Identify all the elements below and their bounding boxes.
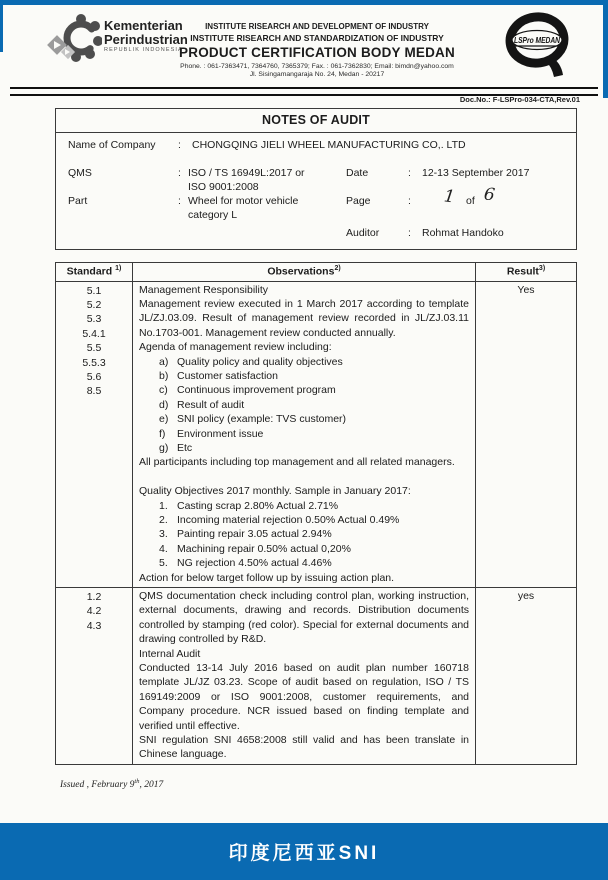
- audit-info-box: [55, 108, 577, 250]
- list-marker: 5.: [159, 557, 168, 570]
- colon: :: [178, 139, 181, 151]
- page-label: Page: [346, 195, 371, 207]
- lspro-logo-text: LSPro MEDAN: [514, 35, 561, 45]
- standard-number: 5.4.1: [82, 327, 106, 340]
- standard-number: 5.5.3: [82, 356, 106, 369]
- list-item-text: Casting scrap 2.80% Actual 2.71%: [177, 499, 339, 512]
- standard-number: 5.3: [86, 313, 102, 326]
- observation-text: All participants including top management and all related managers.: [139, 456, 455, 469]
- list-item: [139, 369, 469, 383]
- blue-top-border: [0, 0, 608, 5]
- standard-number: 5.6: [86, 370, 102, 383]
- date-label: Date: [346, 167, 369, 179]
- list-item: [139, 513, 469, 527]
- standard-number: 4.2: [86, 605, 102, 618]
- list-marker: e): [159, 413, 169, 426]
- observation-text: Agenda of management review including:: [139, 341, 332, 354]
- observations-cell: [133, 282, 476, 588]
- lspro-medan-logo-icon: [504, 10, 570, 85]
- colon: :: [408, 167, 411, 179]
- issued-date-line: [60, 778, 163, 790]
- issued-prefix: Issued , February 9: [60, 780, 135, 791]
- page-total-handwritten: 6: [482, 184, 497, 206]
- list-marker: c): [159, 384, 168, 397]
- blank-line: [139, 470, 469, 484]
- table-header-row: [56, 263, 576, 282]
- caption-text: 印度尼西亚SNI: [228, 843, 380, 864]
- qms-value-line2: ISO 9001:2008: [188, 181, 259, 193]
- org-line3: PRODUCT CERTIFICATION BODY MEDAN: [179, 45, 455, 60]
- list-marker: g): [159, 441, 169, 454]
- list-item-text: Result of audit: [177, 398, 245, 411]
- list-item-text: NG rejection 4.50% actual 4.46%: [177, 557, 332, 570]
- list-item: [139, 556, 469, 570]
- list-marker: 2.: [159, 513, 168, 526]
- observation-text: Management review executed in 1 March 2017 according to template JL/ZJ.03.09. Result of management review recorded in JL/ZJ.03.11 No.1703-001. Management review conducted annually.: [139, 297, 469, 339]
- org-line1: INSTITUTE RISEARCH AND DEVELOPMENT OF INDUSTRY: [205, 22, 429, 31]
- standard-number: 5.2: [86, 298, 102, 311]
- colon: :: [408, 195, 411, 207]
- list-item-text: SNI policy (example: TVS customer): [177, 413, 347, 426]
- observations-table: [55, 262, 577, 765]
- blue-left-sliver: [0, 0, 3, 52]
- part-value-line2: category L: [188, 209, 238, 221]
- list-item: [139, 542, 469, 556]
- observation-text: Action for below target follow up by issuing action plan.: [139, 571, 395, 584]
- list-item-text: Painting repair 3.05 actual 2.94%: [177, 528, 332, 541]
- org-line2: INSTITUTE RISEARCH AND STANDARDIZATION OF INDUSTRY: [190, 33, 444, 43]
- list-marker: a): [159, 355, 169, 368]
- list-item: [139, 412, 469, 426]
- issued-suffix: , 2017: [139, 780, 164, 791]
- auditor-value: Rohmat Handoko: [422, 227, 504, 239]
- list-item-text: Continuous improvement program: [177, 384, 336, 397]
- column-header-result: Result$^{3)}$: [506, 265, 546, 278]
- page-of: of: [466, 195, 475, 207]
- qms-value-line1: ISO / TS 16949L:2017 or: [188, 167, 305, 179]
- standard-number: 4.3: [86, 619, 102, 632]
- table-row: [56, 282, 576, 589]
- ministry-line3: REPUBLIK INDONESIA: [104, 47, 183, 54]
- list-marker: 4.: [159, 542, 168, 555]
- list-item: [139, 499, 469, 513]
- colon: :: [178, 167, 181, 179]
- company-label: Name of Company: [68, 139, 156, 151]
- list-marker: f): [159, 427, 166, 440]
- ministry-line2: Perindustrian: [104, 31, 188, 47]
- company-value: CHONGQING JIELI WHEEL MANUFACTURING CO,. LTD: [192, 139, 466, 151]
- part-label: Part: [68, 195, 88, 207]
- ministry-gear-logo-icon: [46, 14, 102, 69]
- auditor-label: Auditor: [346, 227, 380, 239]
- observation-text: Conducted 13-14 July 2016 based on audit plan number 160718 template JL/JZ 03.23. Scope of audit based on regulation, ISO / TS 169149:2009 or ISO 9001:2008, customer requirements, and Company procedure. NCR issued based on finding template and verified until effective.: [139, 662, 469, 732]
- part-value-line1: Wheel for motor vehicle: [188, 195, 299, 207]
- observation-text: Internal Audit: [139, 647, 201, 660]
- observation-text: SNI regulation SNI 4658:2008 still valid and has been translate in Chinese language.: [139, 734, 469, 761]
- list-item-text: Incoming material rejection 0.50% Actual 0.49%: [177, 513, 400, 526]
- blue-right-sliver: [603, 0, 608, 98]
- observations-cell: [133, 588, 476, 764]
- colon: :: [178, 195, 181, 207]
- letterhead: [158, 22, 476, 78]
- observation-text: Management Responsibility: [139, 283, 268, 296]
- date-value: 12-13 September 2017: [422, 167, 530, 179]
- list-marker: 1.: [159, 499, 168, 512]
- column-header-observations: Observations$^{2)}$: [133, 263, 476, 281]
- qms-label: QMS: [68, 167, 92, 179]
- list-item-text: Quality policy and quality objectives: [177, 355, 343, 368]
- result-value: yes: [517, 590, 535, 603]
- standard-number: 8.5: [86, 385, 102, 398]
- observation-text: QMS documentation check including control plan, working instruction, external documents, drawing and records. Distribution documents controlled by stamping (red color). Special for external documents and drawing controlled by R&D.: [139, 590, 469, 646]
- result-cell: [476, 588, 576, 764]
- result-value: Yes: [517, 283, 535, 296]
- colon: :: [408, 227, 411, 239]
- standard-number: 5.1: [86, 284, 102, 297]
- table-body: [56, 282, 576, 764]
- issued-ordinal: th: [134, 778, 140, 785]
- list-item-text: Environment issue: [177, 427, 264, 440]
- form-title: NOTES OF AUDIT: [56, 109, 576, 133]
- result-cell: [476, 282, 576, 588]
- list-marker: b): [159, 369, 169, 382]
- list-item: [139, 441, 469, 455]
- list-marker: 3.: [159, 528, 168, 541]
- page-current-handwritten: 1: [442, 186, 457, 208]
- list-item: [139, 527, 469, 541]
- list-item-text: Etc: [177, 441, 193, 454]
- standard-number: 5.5: [86, 342, 102, 355]
- contact-line: Phone. : 061-7363471, 7364760, 7365379; Fax. : 061-7362830; Email: bimdn@yahoo.com: [180, 63, 454, 70]
- table-row: [56, 588, 576, 764]
- doc-number: Doc.No.: F-LSPro-034-CTA,Rev.01: [459, 95, 580, 104]
- list-item-text: Customer satisfaction: [177, 369, 278, 382]
- list-item: [139, 398, 469, 412]
- list-marker: d): [159, 398, 169, 411]
- list-item: [139, 383, 469, 397]
- list-item: [139, 355, 469, 369]
- standard-cell: [56, 282, 133, 588]
- ministry-line1: Kementerian: [104, 18, 183, 33]
- list-item: [139, 427, 469, 441]
- observation-text: Quality Objectives 2017 monthly. Sample in January 2017:: [139, 485, 411, 498]
- column-header-standard: Standard $^{1)}$: [56, 263, 133, 281]
- standard-cell: [56, 588, 133, 764]
- caption-bar: [0, 823, 608, 880]
- address-line: Jl. Sisingamangaraja No. 24, Medan - 20217: [249, 71, 385, 78]
- standard-number: 1.2: [86, 591, 102, 604]
- list-item-text: Machining repair 0.50% actual 0,20%: [177, 542, 351, 555]
